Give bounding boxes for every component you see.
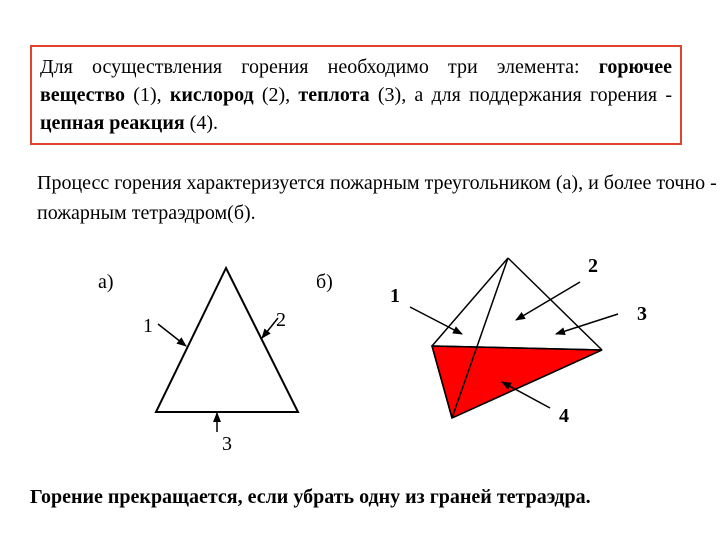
term-fuel: горючее вещество [40,56,672,106]
tetrahedron-base-face [432,346,602,418]
tetrahedron-arrow-3 [556,314,618,334]
triangle-arrow-1 [158,324,186,346]
intro-text-2: (1), [125,84,170,106]
term-heat: теплота [298,84,370,106]
tetrahedron-label-2: 2 [588,255,598,277]
process-description: Процесс горения характеризуется пожарным треугольником (а), и более точно - пожарным тетраэдром(б). [37,172,717,224]
intro-text-4: (3), а для поддержания горения - [369,84,673,106]
triangle-label-1: 1 [143,315,153,337]
intro-text-3: (2), [253,84,299,106]
term-oxygen: кислород [169,84,254,106]
figure-b-label: б) [316,271,333,293]
conclusion-text: Горение прекращается, если убрать одну из граней тетраэдра. [30,486,591,508]
tetrahedron-arrow-4 [502,382,550,408]
tetrahedron-arrow-2 [516,282,580,320]
triangle-label-3: 3 [222,433,232,455]
intro-text-5: (4). [184,112,218,134]
triangle-label-2: 2 [276,309,286,331]
term-chain-reaction: цепная реакция [40,112,185,134]
figure-a-label: а) [98,271,114,293]
intro-text-1: Для осуществления горения необходимо три элемента: [40,56,599,78]
tetrahedron-label-3: 3 [637,303,647,325]
tetrahedron-label-1: 1 [390,285,400,307]
tetrahedron-label-4: 4 [559,405,569,427]
